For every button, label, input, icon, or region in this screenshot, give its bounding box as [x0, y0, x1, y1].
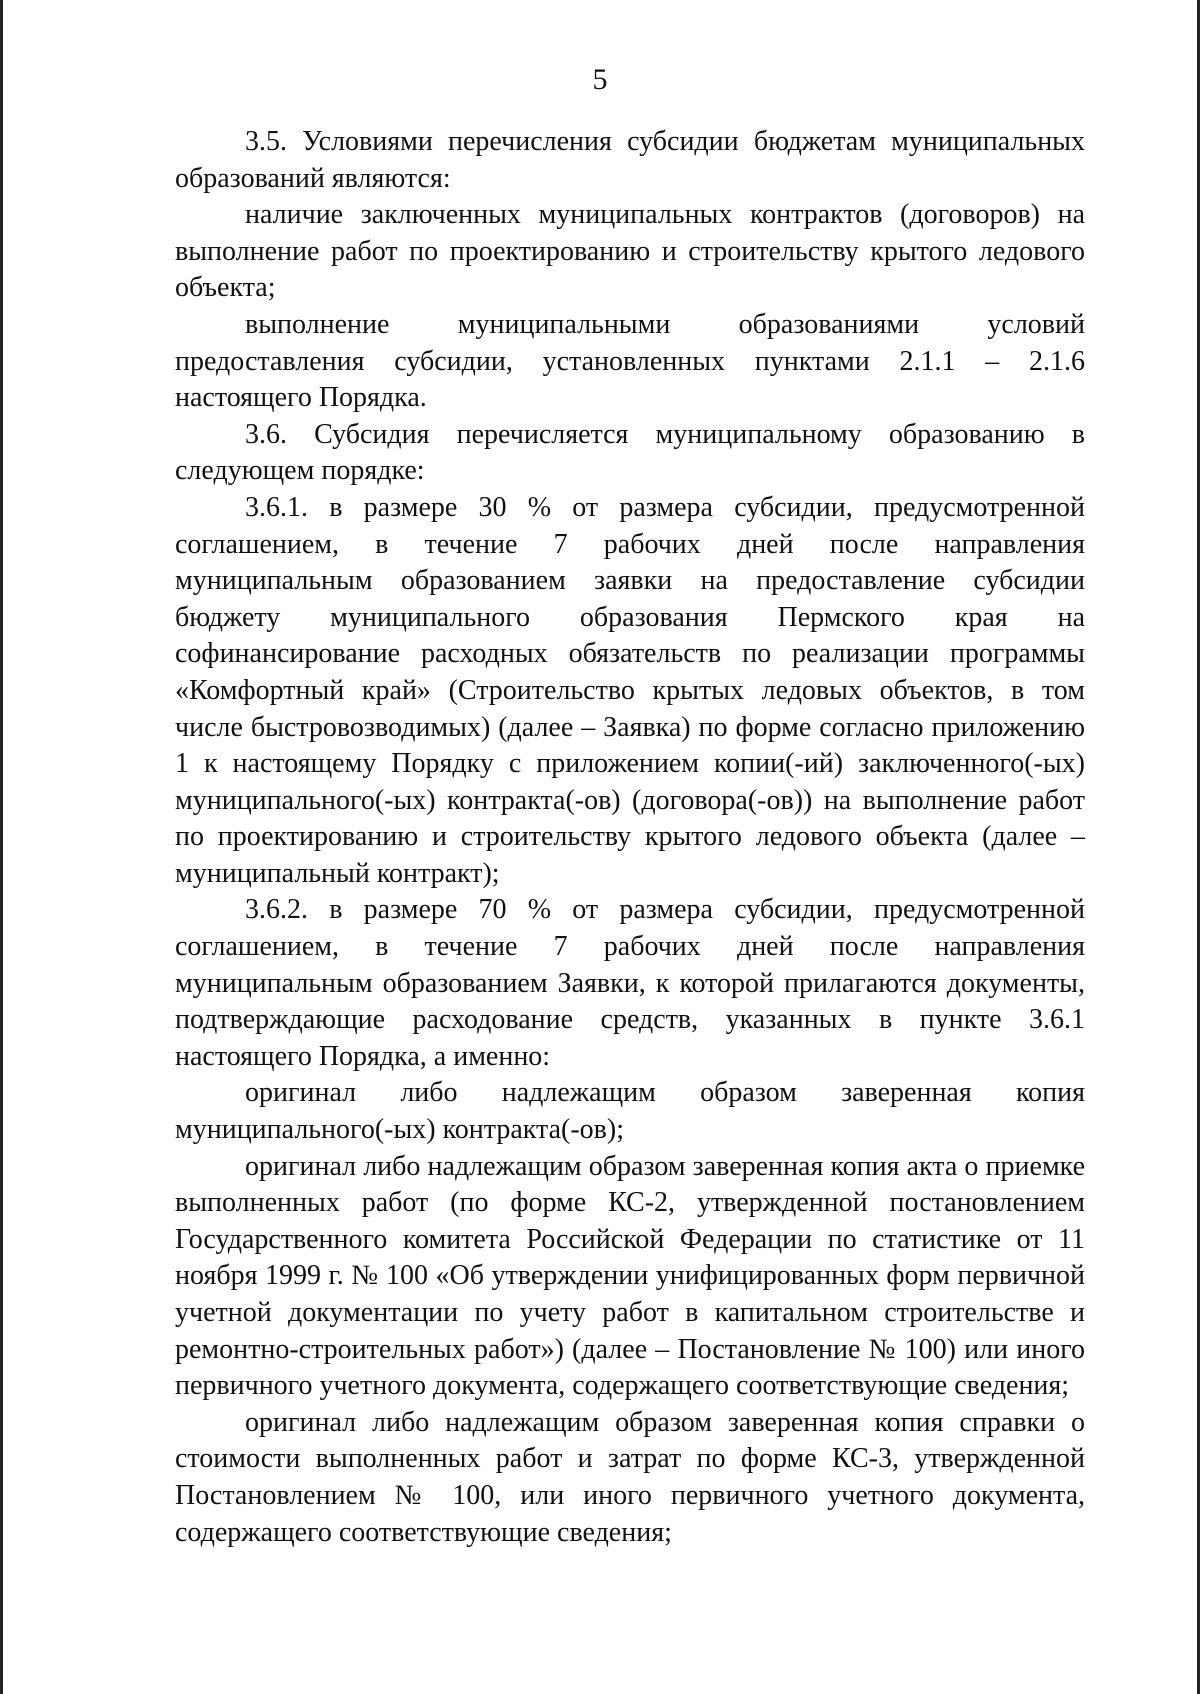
paragraph-contracts-condition: наличие заключенных муниципальных контрактов (договоров) на выполнение работ по проектированию и строительству крытого ледового объекта; — [175, 199, 1085, 304]
page-number: 5 — [592, 63, 608, 96]
paragraph-3-6-1: 3.6.1. в размере 30 % от размера субсидии, предусмотренной соглашением, в течение 7 рабочих дней после направления муниципальным образованием заявки на предоставление субсидии бюджету муниципального образования Пермского края на софинансирование расходных обязательств по реализации программы «Комфортный край» (Строительство крытых ледовых объектов, в том числе быстровозводимых) (далее – Заявка) по форме согласно приложению 1 к настоящему Порядку с приложением копии(-ий) заключенного(-ых) муниципального(-ых) контракта(-ов) (договора(-ов)) на выполнение работ по проектированию и строительству крытого ледового объекта (далее – муниципальный контракт); — [175, 491, 1085, 889]
scan-left-edge — [0, 0, 3, 1694]
paragraph-3-6: 3.6. Субсидия перечисляется муниципальному образованию в следующем порядке: — [175, 418, 1085, 487]
paragraph-ks2-act: оригинал либо надлежащим образом заверенная копия акта о приемке выполненных работ (по форме КС-2, утвержденной постановлением Государственного комитета Российской Федерации по статистике от 11 ноября 1999 г. № 100 «Об утверждении унифицированных форм первичной учетной документации по учету работ в капитальном строительстве и ремонтно-строительных работ») (далее – Постановление № 100) или иного первичного учетного документа, содержащего соответствующие сведения; — [175, 1150, 1085, 1402]
paragraph-3-6-2: 3.6.2. в размере 70 % от размера субсидии, предусмотренной соглашением, в течение 7 рабочих дней после направления муниципальным образованием Заявки, к которой прилагаются документы, подтверждающие расходование средств, указанных в пункте 3.6.1 настоящего Порядка, а именно: — [175, 894, 1085, 1072]
paragraph-ks3-certificate: оригинал либо надлежащим образом заверенная копия справки о стоимости выполненных работ и затрат по форме КС-3, утвержденной Постановлением № 100, или иного первичного учетного документа, содержащего соответствующие сведения; — [175, 1406, 1085, 1548]
paragraph-contract-copy: оригинал либо надлежащим образом заверенная копия муниципального(-ых) контракта(-ов); — [175, 1077, 1085, 1146]
document-body — [175, 124, 1085, 1551]
paragraph-3-5: 3.5. Условиями перечисления субсидии бюджетам муниципальных образований являются: — [175, 126, 1085, 194]
paragraph-conditions-fulfillment: выполнение муниципальными образованиями условий предоставления субсидии, установленных пунктами 2.1.1 – 2.1.6 настоящего Порядка. — [175, 308, 1085, 414]
